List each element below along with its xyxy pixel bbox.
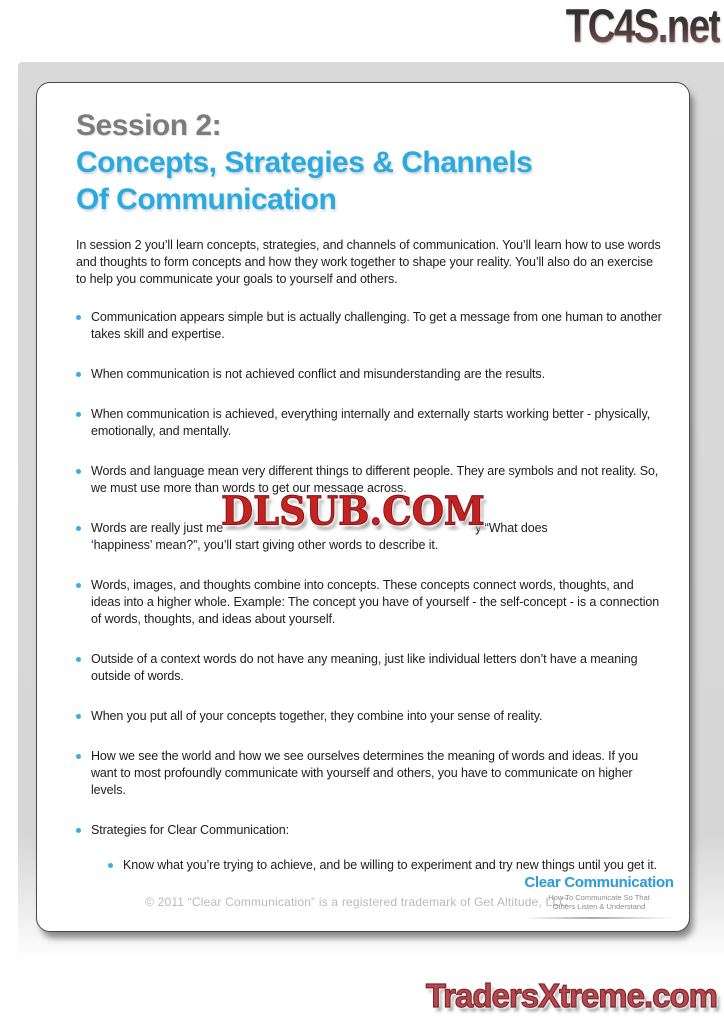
intro-paragraph: In session 2 you’ll learn concepts, strategies, and channels of communication. You’ll learn how to use words and thoughts to form concepts and how they work together to shape your reality. You’ll also do an exercise to help you communicate your goals to yourself and others.: [76, 238, 661, 286]
clear-communication-tagline: [523, 893, 675, 911]
sub-bullet-item: [108, 857, 662, 874]
bullet-list: [76, 309, 662, 874]
bullet-text: Words, images, and thoughts combine into concepts. These concepts connect words, thoughts, and ideas into a higher whole. Example: The concept you have of yourself - the self-concept - is a connection of words, thoughts, and ideas about yourself.: [91, 578, 660, 626]
bullet-item: [76, 822, 662, 874]
bullet-dot-icon: [108, 863, 113, 868]
bullet-text: Strategies for Clear Communication:: [91, 823, 289, 837]
sub-bullet-list: [91, 857, 662, 874]
bullet-item: [76, 708, 662, 725]
bullet-text-line2: ‘happiness’ mean?”, you’ll start giving other words to describe it.: [91, 538, 439, 552]
bullet-item: [76, 366, 662, 383]
bullet-text: Outside of a context words do not have any meaning, just like individual letters don’t have a meaning outside of words.: [91, 652, 638, 683]
bullet-dot-icon: [76, 526, 81, 531]
bullet-dot-icon: [76, 714, 81, 719]
bullet-item: [76, 577, 662, 628]
session-label: Session 2:: [76, 109, 222, 142]
page-title-line1: Concepts, Strategies & Channels: [76, 146, 533, 179]
copyright-text: © 2011 “Clear Communication” is a registered trademark of Get Altitude, LLC: [145, 895, 569, 909]
clear-communication-logo: [523, 874, 675, 919]
bullet-dot-icon: [76, 754, 81, 759]
tc4s-site-logo: TC4S.net: [566, 0, 720, 52]
bullet-text-visible-before: Words are really just me: [91, 521, 224, 535]
bullet-item: [76, 309, 662, 343]
bullet-item: [76, 651, 662, 685]
page-title-line2: Of Communication: [76, 183, 337, 216]
clear-communication-logo-title: Clear Communication: [524, 874, 674, 891]
bullet-dot-icon: [76, 583, 81, 588]
tradersxtreme-site-logo: TradersXtreme.com: [425, 977, 717, 1014]
bullet-text-visible-after: y “What does: [475, 521, 548, 535]
bullet-dot-icon: [76, 315, 81, 320]
bullet-text: When communication is not achieved conflict and misunderstanding are the results.: [91, 367, 545, 381]
bullet-dot-icon: [76, 372, 81, 377]
bullet-text: How we see the world and how we see ourselves determines the meaning of words and ideas. If you want to most profoundly communicate with yourself and others, you have to communicate on higher levels.: [91, 749, 639, 797]
document-page: [36, 82, 690, 932]
bullet-text: When you put all of your concepts together, they combine into your sense of reality.: [91, 709, 543, 723]
tagline-line1: How To Communicate So That: [548, 893, 650, 902]
bullet-text: Communication appears simple but is actually challenging. To get a message from one human to another takes skill and expertise.: [91, 310, 662, 341]
tagline-line2: Others Listen & Understand: [552, 902, 646, 911]
bullet-text: Words and language mean very different things to different people. They are symbols and not reality. So, we must use more than words to get our message across.: [91, 464, 659, 495]
sub-bullet-text: Know what you’re trying to achieve, and be willing to experiment and try new things until you get it.: [123, 858, 657, 872]
bullet-dot-icon: [76, 412, 81, 417]
bullet-item: [76, 406, 662, 440]
bullet-dot-icon: [76, 469, 81, 474]
bullet-dot-icon: [76, 657, 81, 662]
logo-divider: [523, 917, 675, 919]
bullet-item: [76, 748, 662, 799]
bullet-dot-icon: [76, 828, 81, 833]
dlsub-watermark: DLSUB.COM: [221, 487, 485, 535]
bullet-text: When communication is achieved, everything internally and externally starts working better - physically, emotionally, and mentally.: [91, 407, 651, 438]
